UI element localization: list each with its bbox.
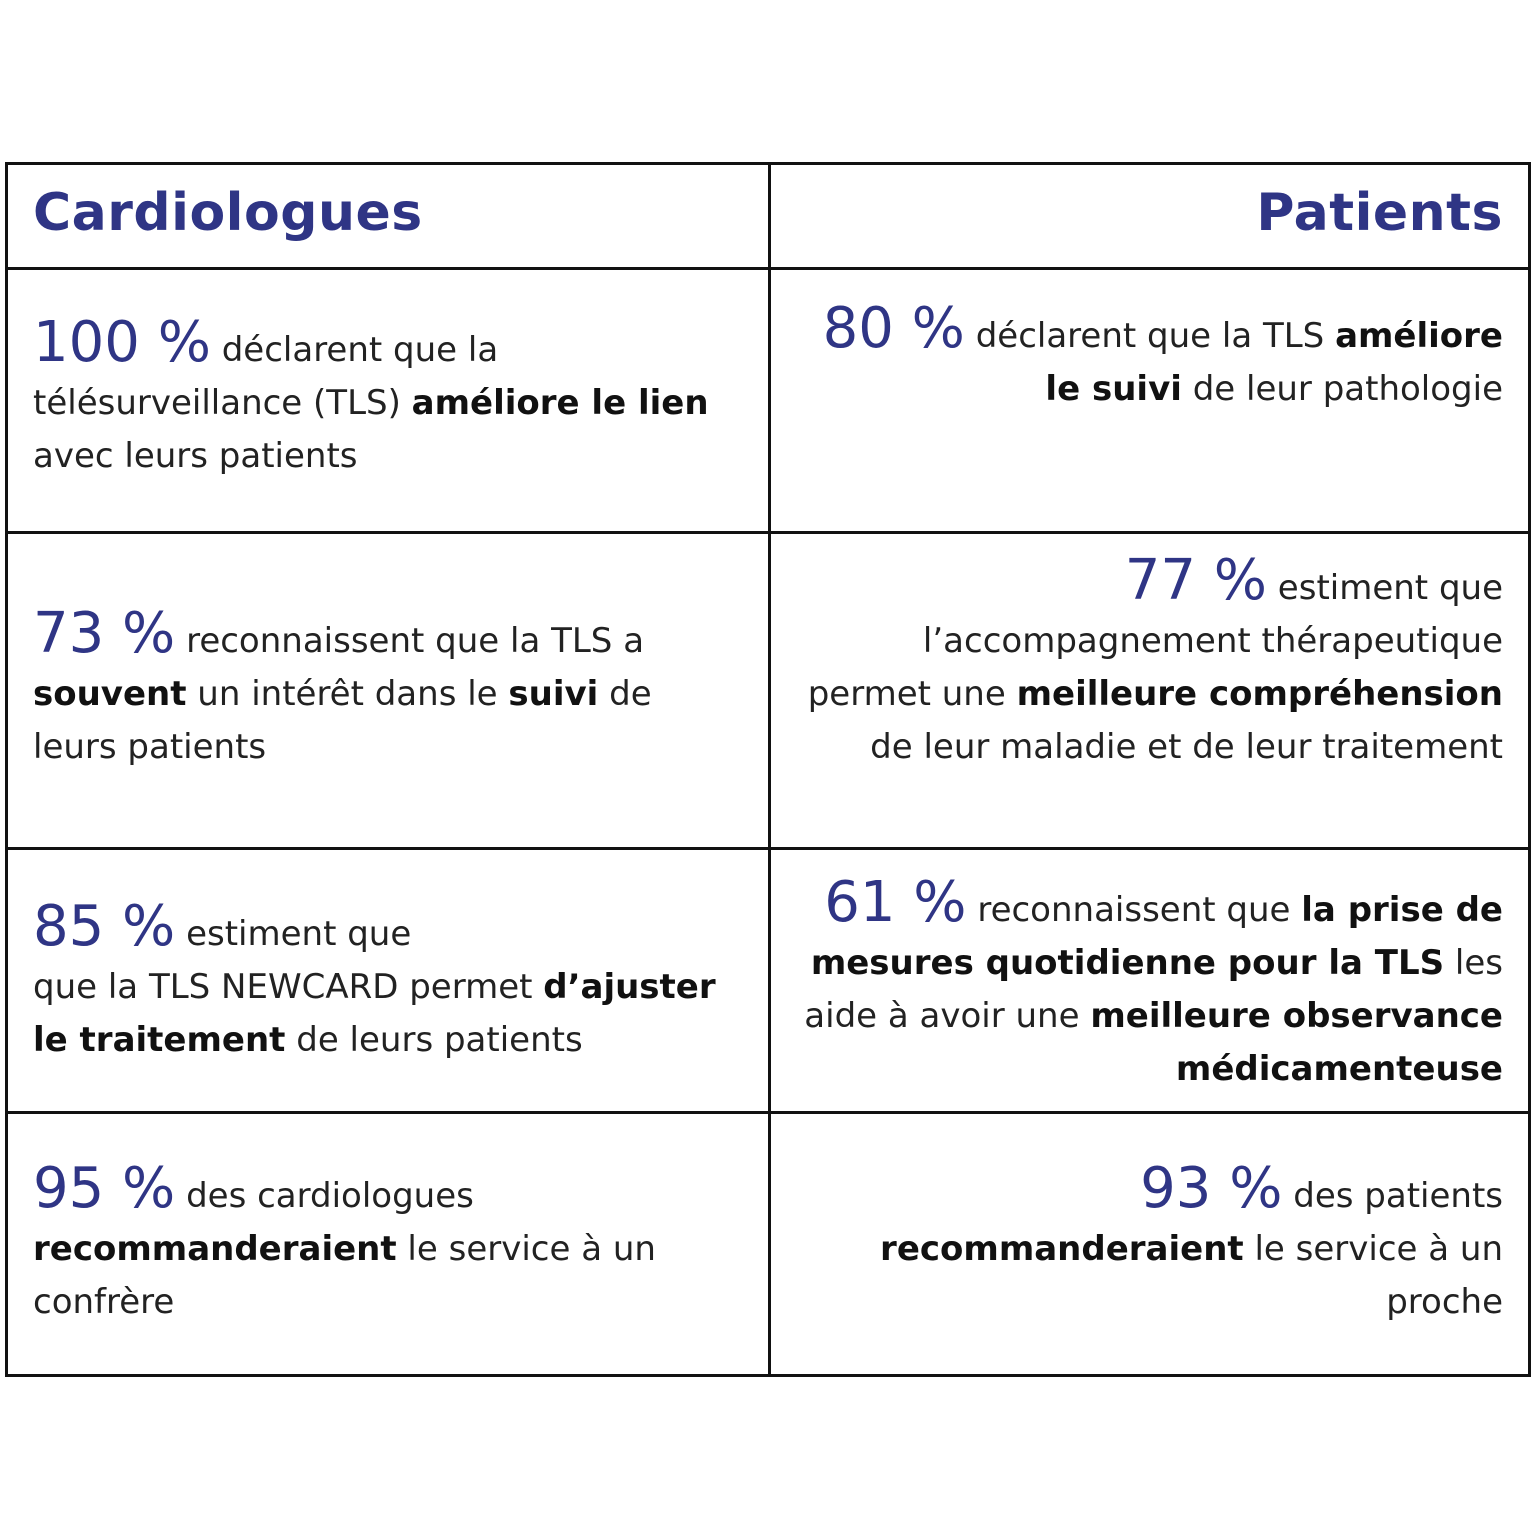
stat-text: les	[1444, 943, 1503, 983]
stat-emphasis: améliore	[1335, 316, 1503, 356]
stat-text: avec leurs patients	[33, 436, 358, 476]
stat-text: proche	[1386, 1282, 1503, 1322]
percentage-value: 95 %	[33, 1156, 176, 1221]
cell-patients-row-2	[771, 534, 1528, 850]
stat-cardio-4	[33, 1156, 656, 1329]
percentage-value: 100 %	[33, 310, 211, 375]
stat-patients-1	[822, 296, 1503, 416]
percentage-value: 73 %	[33, 601, 176, 666]
stat-text: télésurveillance (TLS)	[33, 383, 412, 423]
stat-text: de leur maladie et de leur traitement	[870, 727, 1503, 767]
stat-emphasis: améliore le lien	[411, 383, 709, 423]
stat-text: le service à un	[1243, 1229, 1503, 1269]
header-cell-cardiologues	[8, 165, 771, 270]
stat-emphasis: le traitement	[33, 1020, 286, 1060]
cell-cardio-row-1	[8, 270, 771, 534]
header-cell-patients	[771, 165, 1528, 270]
header-patients: Patients	[1256, 183, 1503, 243]
header-cardiologues: Cardiologues	[33, 183, 423, 243]
stat-emphasis: suivi	[508, 674, 599, 714]
stat-emphasis: recommanderaient	[880, 1229, 1244, 1269]
stat-text: déclarent que la TLS	[964, 316, 1336, 356]
stat-emphasis: meilleure compréhension	[1016, 674, 1503, 714]
stat-cardio-2	[33, 601, 652, 774]
stat-patients-3	[804, 870, 1503, 1096]
stat-emphasis: souvent	[33, 674, 187, 714]
stat-cardio-3	[33, 894, 716, 1067]
stat-emphasis: médicamenteuse	[1175, 1049, 1503, 1089]
stat-text: le service à un	[396, 1229, 656, 1269]
stat-text: reconnaissent que la TLS a	[175, 621, 645, 661]
stat-text: permet une	[807, 674, 1017, 714]
percentage-value: 77 %	[1124, 548, 1267, 613]
stat-emphasis: mesures quotidienne pour la TLS	[810, 943, 1445, 983]
percentage-value: 93 %	[1140, 1156, 1283, 1221]
cell-cardio-row-4	[8, 1114, 771, 1374]
stat-patients-4	[880, 1156, 1503, 1329]
stat-patients-2	[807, 548, 1503, 774]
stat-text: confrère	[33, 1282, 175, 1322]
stat-text: reconnaissent que	[966, 890, 1302, 930]
percentage-value: 61 %	[824, 870, 967, 935]
stat-text: des cardiologues	[175, 1176, 474, 1216]
cell-patients-row-1	[771, 270, 1528, 534]
cell-patients-row-4	[771, 1114, 1528, 1374]
percentage-value: 85 %	[33, 894, 176, 959]
stat-text: que la TLS NEWCARD permet	[33, 967, 544, 1007]
percentage-value: 80 %	[822, 296, 965, 361]
stat-text: estiment que	[175, 914, 412, 954]
stat-text: aide à avoir une	[804, 996, 1091, 1036]
stat-text: déclarent que la	[210, 330, 499, 370]
stat-text: des patients	[1282, 1176, 1503, 1216]
stat-emphasis: meilleure observance	[1090, 996, 1503, 1036]
stat-emphasis: le suivi	[1045, 369, 1182, 409]
stat-cardio-1	[33, 310, 709, 483]
stat-text: l’accompagnement thérapeutique	[922, 621, 1503, 661]
stat-text: de leurs patients	[285, 1020, 583, 1060]
stat-text: de	[598, 674, 652, 714]
stat-text: estiment que	[1267, 568, 1503, 608]
cell-patients-row-3	[771, 850, 1528, 1114]
comparison-table	[5, 162, 1531, 1377]
cell-cardio-row-3	[8, 850, 771, 1114]
stat-text: un intérêt dans le	[186, 674, 509, 714]
stat-emphasis: la prise de	[1301, 890, 1503, 930]
stat-text: leurs patients	[33, 727, 267, 767]
stat-emphasis: recommanderaient	[33, 1229, 397, 1269]
stat-text: de leur pathologie	[1181, 369, 1503, 409]
cell-cardio-row-2	[8, 534, 771, 850]
stat-emphasis: d’ajuster	[543, 967, 716, 1007]
